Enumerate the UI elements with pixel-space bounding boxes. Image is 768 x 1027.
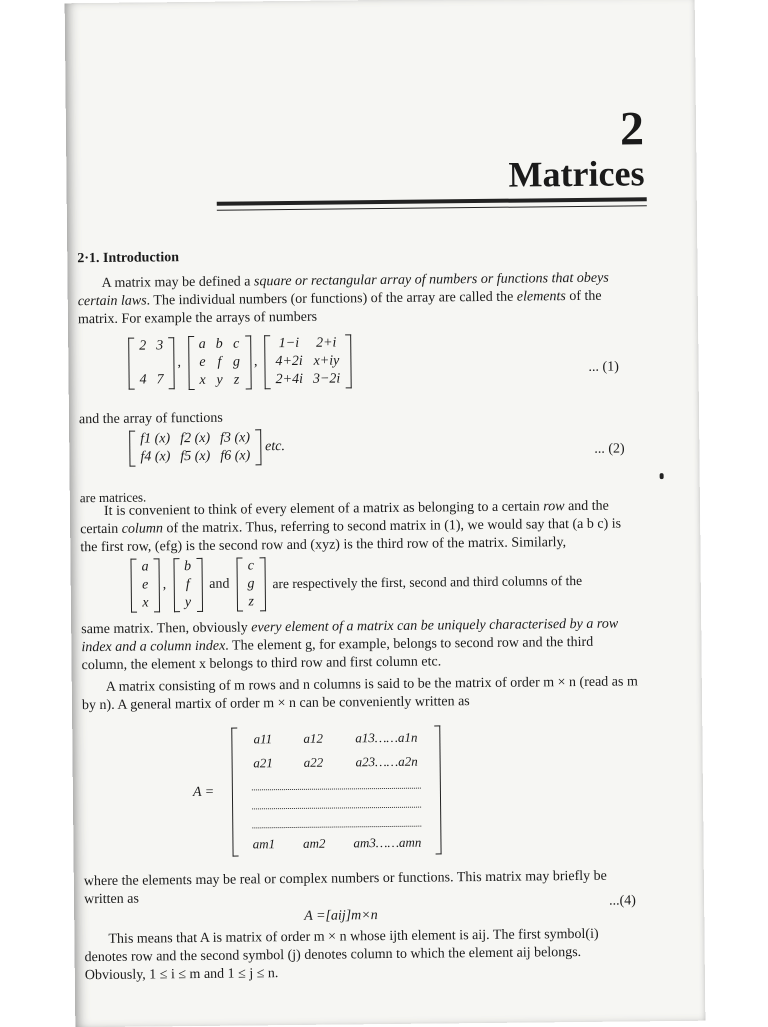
cell: f6 (x) [220,448,251,464]
cell-spacer [134,355,151,371]
p2-text-b: and the certain [80,498,609,538]
cell: e [199,354,206,370]
matrix-complex [264,334,351,389]
cell: 4 [139,372,147,388]
cell: a23……a2n [355,753,418,770]
etc-text: etc. [265,439,286,455]
intro-text-elements: elements [516,289,566,305]
cell: 3 [156,338,164,354]
cell: am3……amn [353,834,422,851]
cell: a21 [253,755,273,771]
title-rule-thin [217,205,647,211]
title-rule-thick [217,197,647,206]
cell: f4 (x) [140,449,171,465]
dotted-row [252,797,421,810]
cell: z [233,372,240,388]
cell: am1 [252,836,276,852]
p2-column: column [121,521,164,537]
p2-text-a: It is convenient to think of every element of a matrix as belonging to a certain [103,499,544,519]
columns-text: are respectively the first, second and third columns of the [272,572,583,592]
equation-1-label: ... (1) [588,359,619,375]
chapter-title: Matrices [508,153,645,195]
cell: z [248,594,254,610]
p3-emphasis: every element of a matrix can be uniquely characterised by a row index and a column index [81,616,619,656]
chapter-number: 2 [619,102,645,156]
cell: a13……a1n [355,729,418,746]
general-matrix-equation [192,725,441,857]
cell: a [141,559,149,575]
intro-text-a: A matrix may be defined a [101,274,255,291]
cell: e [142,577,149,593]
p3-text-b: . The element g, for example, belongs to second row and the third column, the element x belongs to third row and first column etc. [81,634,594,674]
dotted-row [252,778,421,791]
order-meaning-paragraph: This means that A is matrix of order m × n whose ijth element is aij. The first symbol(i) denotes row and the second symbol (j) denotes column to which the element aij belongs. Obviously, 1 ≤ i ≤ m and 1 ≤ j ≤ n. [84,926,599,984]
section-number: 2·1. [77,250,100,267]
intro-text-c: of the matrix. For example the arrays of numbers [77,288,602,328]
column-vector-3 [236,557,266,611]
cell: g [232,354,240,370]
p2-row: row [543,499,565,515]
matrix-functions [129,429,261,466]
cell: x [199,372,206,388]
row-column-paragraph [80,497,641,557]
cell: f1 (x) [140,431,171,447]
cell: f [185,577,190,593]
column-vector-1 [130,558,160,612]
intro-paragraph [78,269,639,329]
ink-mark [660,473,664,479]
section-heading [77,250,179,267]
cell: b [183,559,192,575]
cell: 3−2i [312,371,341,387]
order-paragraph: A matrix consisting of m rows and n columns is said to be the matrix of order m × n (read as m by n). A general martix of order m × n can be conveniently written as [81,674,638,714]
cell-spacer [151,355,168,371]
matrix-numbers [128,337,175,389]
and-text: and [209,576,230,592]
column-vector-2 [173,558,203,612]
equation-1 [128,334,351,390]
p2-text-c: of the matrix. Thus, referring to second matrix in (1), we would say that (a b c) is the first row, (efg) is the second row and (xyz) is the third row of the matrix. Similarly, [80,516,622,556]
cell: x+iy [313,353,340,369]
cell: 7 [156,372,164,388]
comma: , [253,354,258,370]
book-page [65,0,706,1027]
cell: f5 (x) [180,448,211,465]
cell: f2 (x) [180,430,211,447]
cell: b [215,336,223,352]
equation-4: A =[aij]m×n [304,908,378,924]
equation-2-label: ... (2) [594,441,625,457]
cell: x [142,595,149,611]
cell: a11 [253,731,273,747]
cell: y [184,595,192,611]
intro-text-emphasis: square or rectangular array of numbers or functions that obeys certain laws [77,270,609,310]
comma: , [177,355,182,371]
general-matrix-lhs: A = [192,784,215,800]
column-vectors [130,553,691,613]
p3-text-a: same matrix. Then, obviously [81,620,252,638]
cell: a22 [303,754,324,770]
cell: c [233,336,240,352]
cell: f [217,354,222,370]
equation-2 [129,429,285,467]
cell: f3 (x) [220,430,251,446]
cell: 2 [139,338,147,354]
cell: g [247,576,255,592]
cell: 2+4i [275,371,304,388]
elements-paragraph: where the elements may be real or complex numbers or functions. This matrix may briefly be written as [83,868,607,908]
cell: 2+i [315,335,337,351]
matrix-letters [188,335,252,390]
intro-text-b: . The individual numbers (or functions) of the array are called the [146,289,517,309]
section-title: Introduction [102,250,180,266]
equation-4-label: ...(4) [609,893,636,909]
element-index-paragraph [81,615,642,675]
cell: 1−i [278,335,300,352]
functions-text: and the array of functions [78,410,223,428]
cell: am2 [303,835,326,851]
cell: y [216,372,223,388]
cell: 4+2i [275,353,303,370]
comma: , [162,577,167,593]
general-matrix [231,725,441,856]
are-matrices-text: are matrices. [79,489,147,506]
cell: c [247,558,254,574]
cell: a12 [303,730,324,746]
dotted-row [252,816,421,829]
cell: a [198,336,206,352]
